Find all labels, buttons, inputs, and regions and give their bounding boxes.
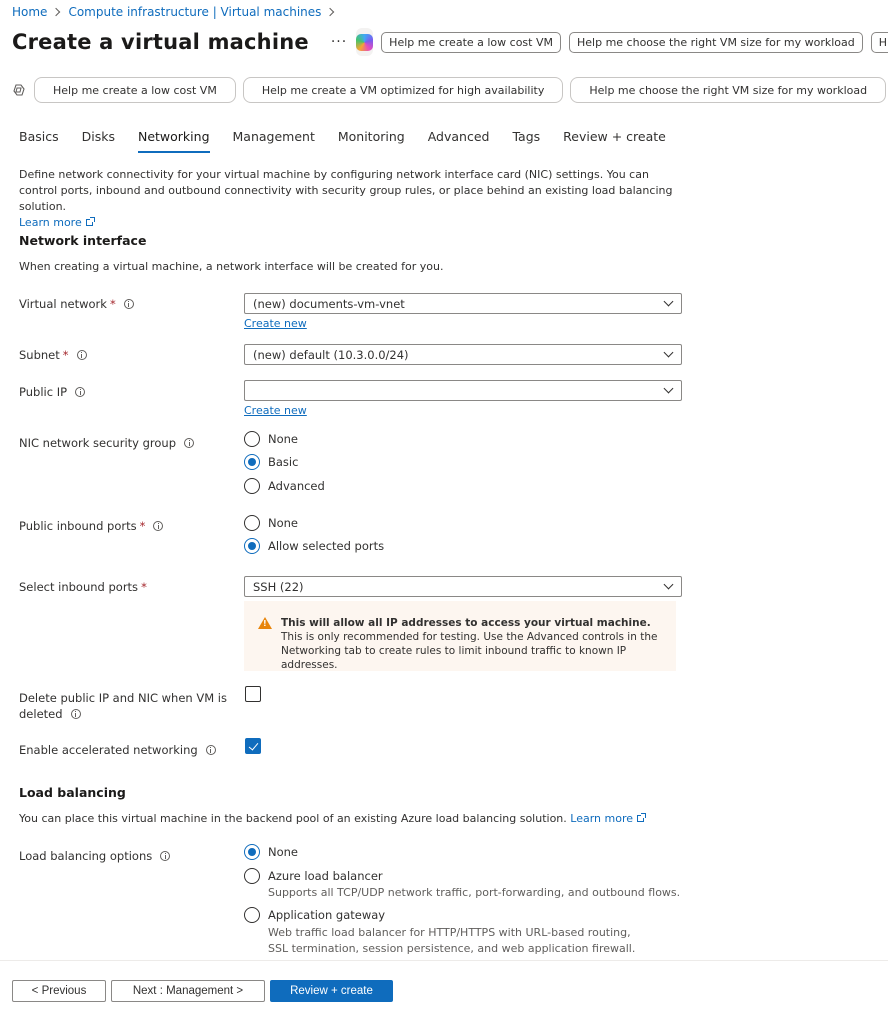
external-link-icon xyxy=(637,815,644,822)
public-inbound-ports-label-text: Public inbound ports xyxy=(19,519,137,533)
nic-nsg-radio-basic[interactable] xyxy=(244,454,298,470)
load-balancing-options-label xyxy=(19,848,170,864)
load-balancing-option-none-label: None xyxy=(268,845,299,859)
tab-basics[interactable]: Basics xyxy=(19,129,59,144)
inbound-ports-radio-none[interactable] xyxy=(244,515,298,531)
copilot-chip-low-cost[interactable]: Help me create a low cost VM xyxy=(381,32,561,53)
virtual-network-dropdown[interactable] xyxy=(244,293,682,314)
radio-button[interactable] xyxy=(244,478,260,494)
wizard-tabs xyxy=(19,129,689,152)
page-title: Create a virtual machine xyxy=(12,30,309,54)
info-icon[interactable] xyxy=(153,521,163,531)
nic-nsg-option-none-label: None xyxy=(268,432,299,446)
public-ip-create-new-link[interactable]: Create new xyxy=(244,404,307,417)
prompt-chip-vm-size[interactable]: Help me choose the right VM size for my workload xyxy=(570,77,886,103)
load-balancing-desc xyxy=(19,812,644,825)
title-row xyxy=(12,28,888,56)
nic-nsg-option-basic-label: Basic xyxy=(268,455,299,469)
warning-text: This is only recommended for testing. Use the Advanced controls in the Networking tab to create rules to limit inbound traffic to known IP addresses. xyxy=(281,631,658,671)
inbound-ports-radio-allow-selected[interactable] xyxy=(244,538,384,554)
load-balancing-option-app-gateway-desc: Web traffic load balancer for HTTP/HTTPS with URL-based routing, SSL termination, session persistence, and web application firewall. xyxy=(268,926,636,955)
delete-public-ip-nic-label xyxy=(19,690,227,722)
breadcrumb-home-link[interactable]: Home xyxy=(12,5,48,19)
load-balancing-learn-more-label: Learn more xyxy=(570,812,633,825)
network-interface-desc: When creating a virtual machine, a network interface will be created for you. xyxy=(19,260,444,273)
copilot-button[interactable] xyxy=(356,28,373,56)
tab-review-create[interactable]: Review + create xyxy=(563,129,666,144)
radio-button-selected[interactable] xyxy=(244,844,260,860)
chevron-down-icon xyxy=(664,348,674,358)
nic-nsg-radio-none[interactable] xyxy=(244,431,298,447)
delete-public-ip-nic-label-line1: Delete public IP and NIC when VM is xyxy=(19,691,227,705)
accelerated-networking-label xyxy=(19,742,216,758)
nic-nsg-label xyxy=(19,435,194,451)
external-link-icon xyxy=(86,219,93,226)
copilot-outline-icon xyxy=(12,83,26,97)
chevron-down-icon xyxy=(664,384,674,394)
networking-description xyxy=(19,167,689,231)
nic-nsg-radio-advanced[interactable] xyxy=(244,478,325,494)
radio-button[interactable] xyxy=(244,515,260,531)
public-ip-dropdown[interactable] xyxy=(244,380,682,401)
copilot-icon xyxy=(356,34,373,51)
more-options-icon[interactable]: ··· xyxy=(330,34,348,50)
wizard-footer xyxy=(0,960,888,1012)
warning-icon xyxy=(258,617,272,629)
network-interface-title: Network interface xyxy=(19,233,147,248)
tab-networking[interactable]: Networking xyxy=(138,129,210,152)
accelerated-networking-checkbox[interactable] xyxy=(245,738,261,754)
load-balancing-title: Load balancing xyxy=(19,785,126,800)
delete-public-ip-nic-label-line2: deleted xyxy=(19,707,63,721)
info-icon[interactable] xyxy=(71,709,81,719)
radio-button[interactable] xyxy=(244,868,260,884)
required-asterisk: * xyxy=(139,519,146,533)
radio-button-selected[interactable] xyxy=(244,538,260,554)
tab-advanced[interactable]: Advanced xyxy=(427,129,490,144)
load-balancing-radio-app-gateway[interactable] xyxy=(244,907,385,923)
review-create-button[interactable]: Review + create xyxy=(270,980,393,1002)
load-balancing-option-app-gateway-label: Application gateway xyxy=(268,908,386,922)
prompt-chip-low-cost[interactable]: Help me create a low cost VM xyxy=(34,77,236,103)
load-balancing-options-label-text: Load balancing options xyxy=(19,849,153,863)
inbound-ports-warning xyxy=(244,601,676,671)
subnet-value: (new) default (10.3.0.0/24) xyxy=(253,347,409,362)
chevron-right-icon xyxy=(326,8,334,16)
nic-nsg-option-advanced-label: Advanced xyxy=(268,479,325,493)
load-balancing-learn-more-link[interactable] xyxy=(570,812,644,825)
breadcrumb xyxy=(12,5,342,19)
virtual-network-value: (new) documents-vm-vnet xyxy=(253,296,405,311)
info-icon[interactable] xyxy=(124,299,134,309)
load-balancing-radio-none[interactable] xyxy=(244,844,298,860)
tab-tags[interactable]: Tags xyxy=(512,129,541,144)
public-inbound-ports-label xyxy=(19,518,163,534)
networking-description-text: Define network connectivity for your virtual machine by configuring network interface card (NIC) settings. You can control ports, inbound and outbound connectivity with security group rules, or place behind an existing load balancing solution. xyxy=(19,168,673,213)
next-management-button[interactable]: Next : Management > xyxy=(111,980,265,1002)
chevron-down-icon xyxy=(664,297,674,307)
radio-button[interactable] xyxy=(244,431,260,447)
info-icon[interactable] xyxy=(206,745,216,755)
copilot-chip-vm-size[interactable]: Help me choose the right VM size for my workload xyxy=(569,32,863,53)
public-ip-label-text: Public IP xyxy=(19,385,68,399)
virtual-network-create-new-link[interactable]: Create new xyxy=(244,317,307,330)
prompt-chip-high-availability[interactable]: Help me create a VM optimized for high availability xyxy=(243,77,564,103)
select-inbound-ports-label-text: Select inbound ports xyxy=(19,580,139,594)
chevron-right-icon xyxy=(52,8,60,16)
info-icon[interactable] xyxy=(75,387,85,397)
copilot-chip-more[interactable]: H xyxy=(871,32,888,53)
public-ip-label xyxy=(19,384,85,400)
select-inbound-ports-label xyxy=(19,579,147,595)
subnet-label xyxy=(19,347,87,363)
info-icon[interactable] xyxy=(184,438,194,448)
inbound-ports-option-none-label: None xyxy=(268,516,299,530)
subnet-label-text: Subnet xyxy=(19,348,60,362)
breadcrumb-parent-link[interactable]: Compute infrastructure | Virtual machines xyxy=(68,5,322,19)
previous-button[interactable]: < Previous xyxy=(12,980,106,1002)
load-balancing-desc-text: You can place this virtual machine in the backend pool of an existing Azure load balancing solution. xyxy=(19,812,567,825)
learn-more-link[interactable] xyxy=(19,216,93,229)
info-icon[interactable] xyxy=(77,350,87,360)
load-balancing-option-azure-lb-label: Azure load balancer xyxy=(268,869,383,883)
radio-button-selected[interactable] xyxy=(244,454,260,470)
accelerated-networking-label-text: Enable accelerated networking xyxy=(19,743,198,757)
required-asterisk: * xyxy=(62,348,69,362)
prompt-suggestions xyxy=(12,77,888,103)
required-asterisk: * xyxy=(141,580,147,594)
tab-disks[interactable]: Disks xyxy=(81,129,115,144)
tab-monitoring[interactable]: Monitoring xyxy=(337,129,405,144)
learn-more-label: Learn more xyxy=(19,216,82,229)
nic-nsg-label-text: NIC network security group xyxy=(19,436,177,450)
inbound-ports-option-allow-label: Allow selected ports xyxy=(268,539,385,553)
warning-bold-text: This will allow all IP addresses to access your virtual machine. xyxy=(281,617,651,629)
tab-management[interactable]: Management xyxy=(232,129,315,144)
info-icon[interactable] xyxy=(160,851,170,861)
radio-button[interactable] xyxy=(244,907,260,923)
select-inbound-ports-dropdown[interactable] xyxy=(244,576,682,597)
virtual-network-label xyxy=(19,296,134,312)
delete-public-ip-nic-checkbox[interactable] xyxy=(245,686,261,702)
load-balancing-option-azure-lb-desc: Supports all TCP/UDP network traffic, port-forwarding, and outbound flows. xyxy=(268,886,681,899)
virtual-network-label-text: Virtual network xyxy=(19,297,107,311)
load-balancing-radio-azure-lb[interactable] xyxy=(244,868,383,884)
required-asterisk: * xyxy=(109,297,116,311)
subnet-dropdown[interactable] xyxy=(244,344,682,365)
chevron-down-icon xyxy=(664,580,674,590)
select-inbound-ports-value: SSH (22) xyxy=(253,579,304,594)
